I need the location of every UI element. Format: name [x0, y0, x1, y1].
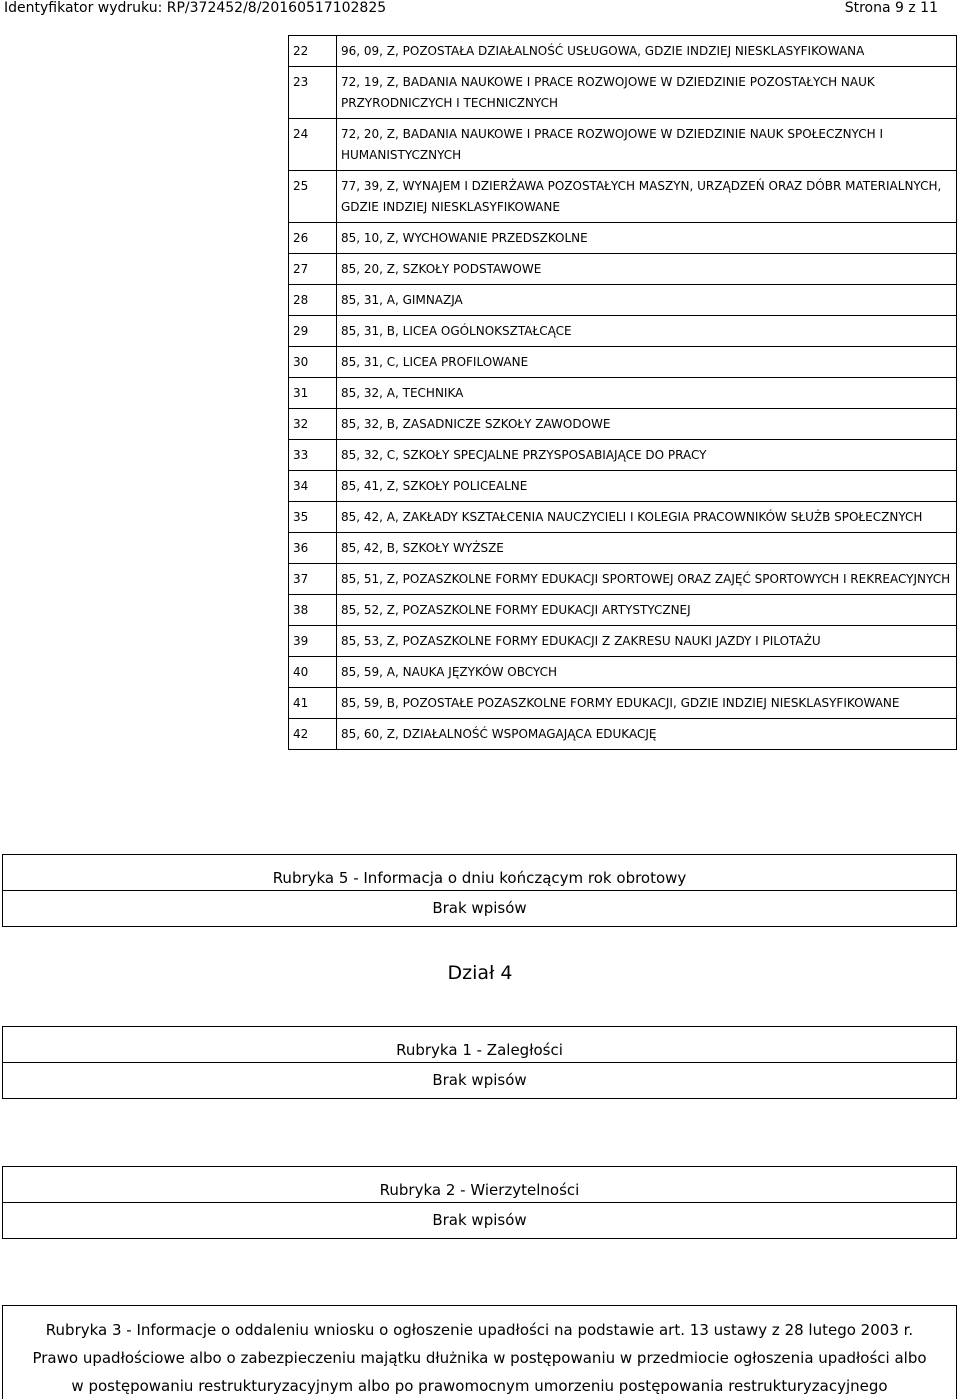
row-number: 27 — [289, 254, 337, 285]
table-row — [289, 626, 957, 657]
row-number: 42 — [289, 719, 337, 750]
dzial-4-heading: Dział 4 — [447, 962, 513, 984]
table-row — [289, 440, 957, 471]
row-number: 31 — [289, 378, 337, 409]
rubryka-3-title-line-2: Prawo upadłościowe albo o zabezpieczeniu majątku dłużnika w postępowaniu w przedmiocie ogłoszenia upadłości albo — [32, 1349, 927, 1367]
table-row — [289, 471, 957, 502]
table-row — [289, 254, 957, 285]
table-row — [289, 502, 957, 533]
rubryka-1-value: Brak wpisów — [432, 1071, 527, 1089]
rubryka-1-title: Rubryka 1 - Zaległości — [3, 1027, 956, 1063]
rubryka-3-title-line-3: w postępowaniu restrukturyzacyjnym albo po prawomocnym umorzeniu postępowania restrukturyzacyjnego — [71, 1377, 888, 1395]
row-number: 41 — [289, 688, 337, 719]
row-activity: 72, 20, Z, BADANIA NAUKOWE I PRACE ROZWOJOWE W DZIEDZINIE NAUK SPOŁECZNYCH I HUMANISTYCZNYCH — [337, 119, 957, 171]
rubryka-5-section — [2, 854, 957, 927]
row-number: 26 — [289, 223, 337, 254]
rubryka-3-title-line-1: Rubryka 3 - Informacje o oddaleniu wniosku o ogłoszenie upadłości na podstawie art. 13 ustawy z 28 lutego 2003 r. — [45, 1321, 914, 1339]
print-identifier: Identyfikator wydruku: RP/372452/8/20160517102825 — [4, 0, 387, 16]
row-activity: 85, 31, C, LICEA PROFILOWANE — [337, 347, 957, 378]
row-activity: 85, 10, Z, WYCHOWANIE PRZEDSZKOLNE — [337, 223, 957, 254]
row-number: 22 — [289, 36, 337, 67]
row-number: 38 — [289, 595, 337, 626]
rubryka-1-section — [2, 1026, 957, 1099]
table-row — [289, 347, 957, 378]
row-number: 39 — [289, 626, 337, 657]
table-row — [289, 67, 957, 119]
table-row — [289, 171, 957, 223]
row-activity: 96, 09, Z, POZOSTAŁA DZIAŁALNOŚĆ USŁUGOWA, GDZIE INDZIEJ NIESKLASYFIKOWANA — [337, 36, 957, 67]
rubryka-2-section — [2, 1166, 957, 1239]
row-activity: 77, 39, Z, WYNAJEM I DZIERŻAWA POZOSTAŁYCH MASZYN, URZĄDZEŃ ORAZ DÓBR MATERIALNYCH, GDZIE INDZIEJ NIESKLASYFIKOWANE — [337, 171, 957, 223]
table-row — [289, 409, 957, 440]
row-activity: 85, 42, A, ZAKŁADY KSZTAŁCENIA NAUCZYCIELI I KOLEGIA PRACOWNIKÓW SŁUŻB SPOŁECZNYCH — [337, 502, 957, 533]
table-row — [289, 719, 957, 750]
table-row — [289, 564, 957, 595]
table-row — [289, 285, 957, 316]
table-row — [289, 378, 957, 409]
rubryka-3-section — [2, 1305, 957, 1399]
table-row — [289, 657, 957, 688]
row-activity: 85, 32, C, SZKOŁY SPECJALNE PRZYSPOSABIAJĄCE DO PRACY — [337, 440, 957, 471]
table-row — [289, 223, 957, 254]
row-activity: 85, 60, Z, DZIAŁALNOŚĆ WSPOMAGAJĄCA EDUKACJĘ — [337, 719, 957, 750]
row-activity: 85, 32, B, ZASADNICZE SZKOŁY ZAWODOWE — [337, 409, 957, 440]
table-row — [289, 36, 957, 67]
row-activity: 85, 52, Z, POZASZKOLNE FORMY EDUKACJI ARTYSTYCZNEJ — [337, 595, 957, 626]
row-number: 36 — [289, 533, 337, 564]
row-activity: 85, 42, B, SZKOŁY WYŻSZE — [337, 533, 957, 564]
table-row — [289, 316, 957, 347]
row-activity: 85, 51, Z, POZASZKOLNE FORMY EDUKACJI SPORTOWEJ ORAZ ZAJĘĆ SPORTOWYCH I REKREACYJNYCH — [337, 564, 957, 595]
row-activity: 85, 20, Z, SZKOŁY PODSTAWOWE — [337, 254, 957, 285]
row-activity: 85, 59, B, POZOSTAŁE POZASZKOLNE FORMY EDUKACJI, GDZIE INDZIEJ NIESKLASYFIKOWANE — [337, 688, 957, 719]
row-number: 25 — [289, 171, 337, 223]
rubryka-5-value: Brak wpisów — [432, 899, 527, 917]
row-activity: 72, 19, Z, BADANIA NAUKOWE I PRACE ROZWOJOWE W DZIEDZINIE POZOSTAŁYCH NAUK PRZYRODNICZYCH I TECHNICZNYCH — [337, 67, 957, 119]
row-number: 24 — [289, 119, 337, 171]
row-activity: 85, 53, Z, POZASZKOLNE FORMY EDUKACJI Z ZAKRESU NAUKI JAZDY I PILOTAŻU — [337, 626, 957, 657]
rubryka-2-title: Rubryka 2 - Wierzytelności — [3, 1167, 956, 1203]
row-number: 37 — [289, 564, 337, 595]
row-activity: 85, 59, A, NAUKA JĘZYKÓW OBCYCH — [337, 657, 957, 688]
table-row — [289, 533, 957, 564]
table-row — [289, 595, 957, 626]
row-activity: 85, 31, B, LICEA OGÓLNOKSZTAŁCĄCE — [337, 316, 957, 347]
pkd-activity-table — [288, 35, 957, 750]
table-row — [289, 119, 957, 171]
row-activity: 85, 32, A, TECHNIKA — [337, 378, 957, 409]
row-number: 35 — [289, 502, 337, 533]
row-number: 32 — [289, 409, 337, 440]
print-header — [0, 0, 960, 18]
row-number: 33 — [289, 440, 337, 471]
rubryka-5-title: Rubryka 5 - Informacja o dniu kończącym rok obrotowy — [3, 855, 956, 891]
table-row — [289, 688, 957, 719]
row-activity: 85, 31, A, GIMNAZJA — [337, 285, 957, 316]
row-number: 28 — [289, 285, 337, 316]
row-number: 29 — [289, 316, 337, 347]
row-number: 30 — [289, 347, 337, 378]
row-activity: 85, 41, Z, SZKOŁY POLICEALNE — [337, 471, 957, 502]
row-number: 40 — [289, 657, 337, 688]
row-number: 23 — [289, 67, 337, 119]
rubryka-2-value: Brak wpisów — [432, 1211, 527, 1229]
row-number: 34 — [289, 471, 337, 502]
page-number: Strona 9 z 11 — [844, 0, 938, 16]
